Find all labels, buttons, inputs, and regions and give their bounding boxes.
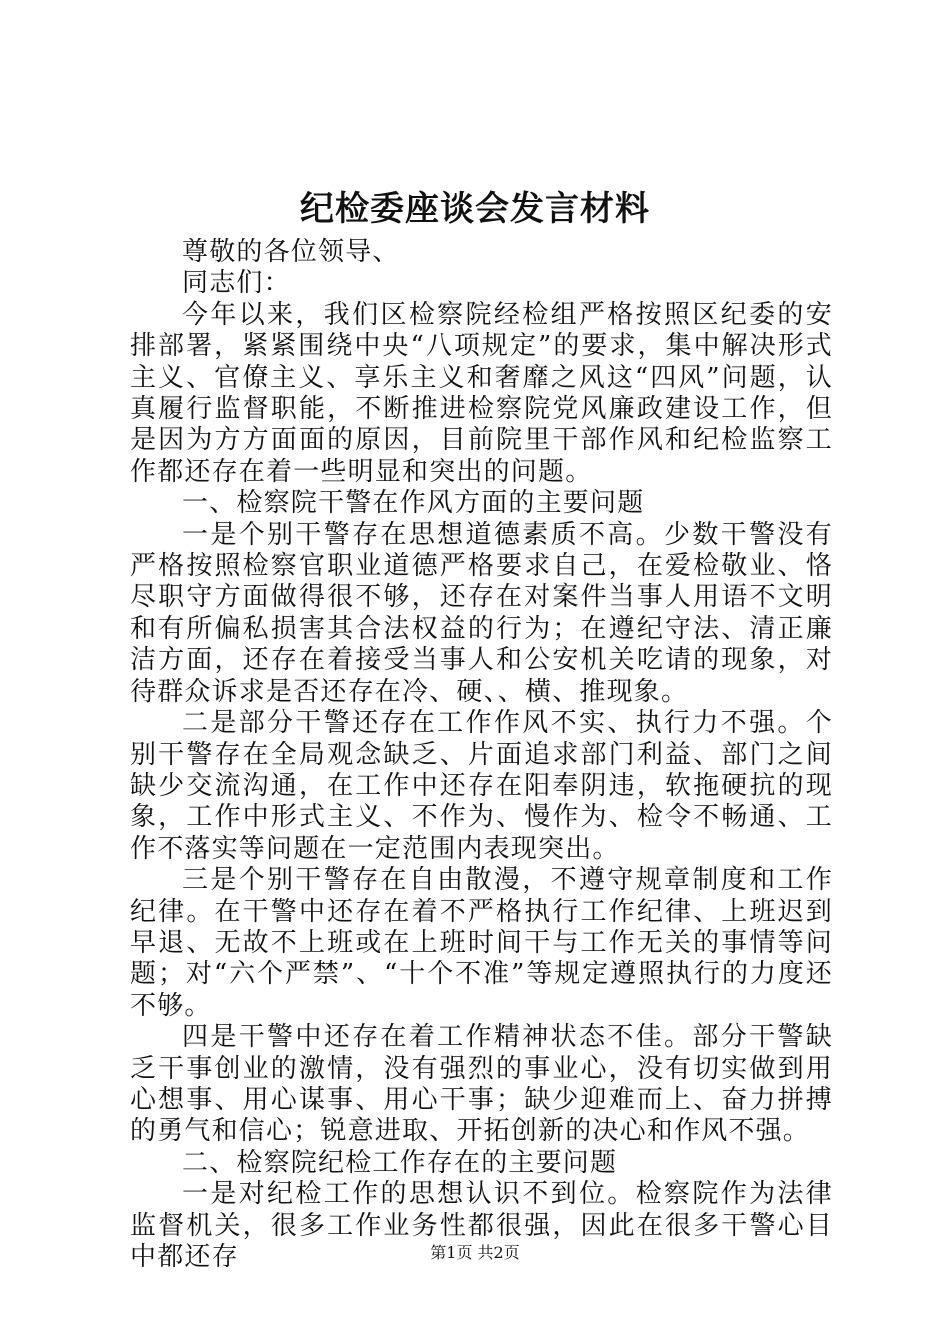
body-paragraph: 二是部分干警还存在工作作风不实、执行力不强。个别干警存在全局观念缺乏、片面追求部门利益、部门之间缺少交流沟通，在工作中还存在阳奉阴违，软拖硬抗的现象，工作中形式主义、不作为、慢作为、检令不畅通、工作不落实等问题在一定范围内表现突出。 — [130, 708, 833, 864]
salutation-line-1: 尊敬的各位领导、 — [182, 237, 400, 267]
document-body — [130, 237, 833, 1273]
intro-paragraph: 今年以来，我们区检察院经检组严格按照区纪委的安排部署，紧紧围绕中央“八项规定”的要求，集中解决形式主义、官僚主义、享乐主义和奢靡之风这“四风”问题，认真履行监督职能，不断推进检察院党风廉政建设工作，但是因为方方面面的原因，目前院里干部作风和纪检监察工作都还存在着一些明显和突出的问题。 — [130, 299, 833, 487]
body-paragraph: 一是对纪检工作的思想认识不到位。检察院作为法律监督机关，很多工作业务性都很强，因此在很多干警心目中都还存 — [130, 1179, 833, 1272]
body-paragraph: 一是个别干警存在思想道德素质不高。少数干警没有严格按照检察官职业道德严格要求自己，在爱检敬业、恪尽职守方面做得很不够，还存在对案件当事人用语不文明和有所偏私损害其合法权益的行为；在遵纪守法、清正廉洁方面，还存在着接受当事人和公安机关吃请的现象，对待群众诉求是否还存在冷、硬、、横、推现象。 — [130, 519, 833, 707]
page-number-footer: 第1页 共2页 — [430, 1243, 520, 1262]
document-title: 纪检委座谈会发言材料 — [300, 189, 650, 229]
section-heading-2: 二、检察院纪检工作存在的主要问题 — [182, 1147, 618, 1178]
body-paragraph: 三是个别干警存在自由散漫，不遵守规章制度和工作纪律。在干警中还存在着不严格执行工作纪律、上班迟到早退、无故不上班或在上班时间干与工作无关的事情等问题；对“六个严禁”、“十个不准”等规定遵照执行的力度还不够。 — [130, 865, 833, 1021]
salutation-line-2: 同志们： — [182, 268, 291, 299]
section-heading-1: 一、检察院干警在作风方面的主要问题 — [182, 488, 645, 519]
body-paragraph: 四是干警中还存在着工作精神状态不佳。部分干警缺乏干事创业的激情，没有强烈的事业心，没有切实做到用心想事、用心谋事、用心干事；缺少迎难而上、奋力拼搏的勇气和信心；锐意进取、开拓创新的决心和作风不强。 — [130, 1022, 833, 1147]
